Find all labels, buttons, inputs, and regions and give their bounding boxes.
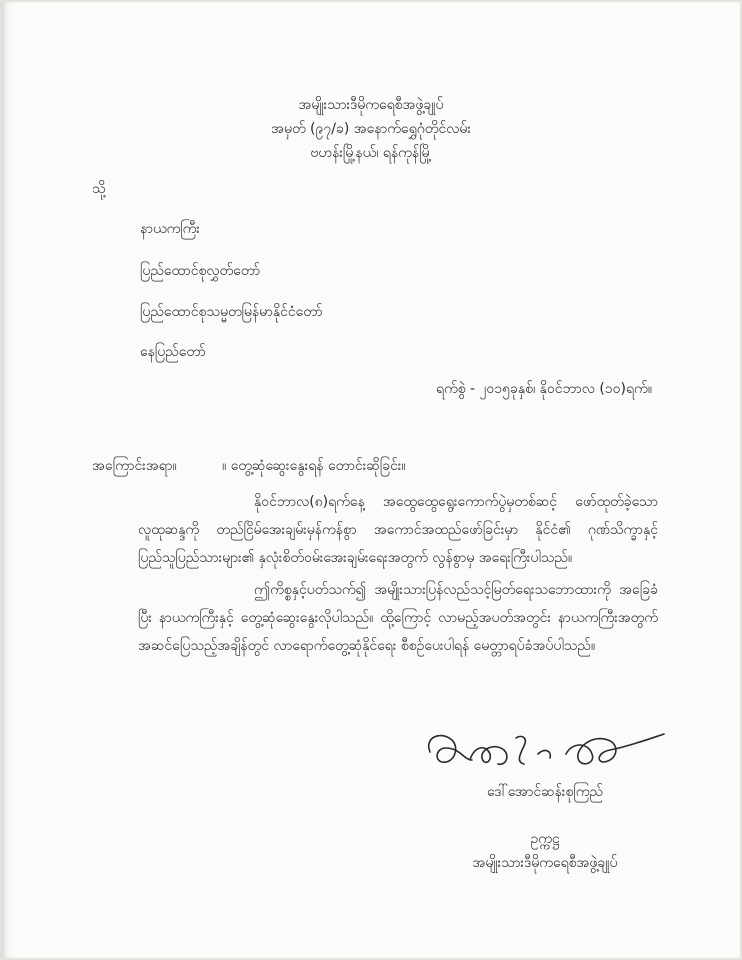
subject-label: အကြောင်းအရာ။ — [92, 458, 177, 474]
letterhead-organization: အမျိုးသားဒီမိုကရေစီအဖွဲ့ချုပ် — [298, 97, 444, 113]
addressee-line: နာယကကြီး — [140, 221, 200, 237]
letter-date: ရက်စွဲ - ၂၀၁၅ခုနှစ်၊ နိုဝင်ဘာလ (၁၀)ရက်။ — [435, 381, 652, 397]
signatory-name: ဒေါ်အောင်ဆန်းစုကြည် — [487, 784, 603, 800]
addressee-line: ပြည်ထောင်စုလွှတ်တော် — [140, 263, 261, 279]
body-paragraph: ဤကိစ္စနှင့်ပတ်သက်၍ အမျိုးသားပြန်လည်သင့်မြတ်ရေးသဘောထားကို အခြေခံပြီး နာယကကြီးနှင့် တွေ့ဆုံဆွေးနွေးလိုပါသည်။ ထို့ကြောင့် လာမည့်အပတ်အတွင်း နာယကကြီးအတွက် အဆင်ပြေသည့်အချိန်တွင် လာရောက်တွေ့ဆုံနိုင်ရေး စီစဉ်ပေးပါရန် မေတ္တာရပ်ခံအပ်ပါသည်။ — [138, 582, 658, 654]
body-paragraph: နိုဝင်ဘာလ(၈)ရက်နေ့ အထွေထွေရွေးကောက်ပွဲမှတစ်ဆင့် ဖော်ထုတ်ခဲ့သော လူထုဆန္ဒကို တည်ငြိမ်အေးချမ်းမှန်ကန်စွာ အကောင်အထည်ဖော်ခြင်းမှာ နိုင်ငံ၏ ဂုဏ်သိက္ခာနှင့် ပြည်သူပြည်သားများ၏ နှလုံးစိတ်ဝမ်းအေးချမ်းရေးအတွက် လွန်စွာမှ အရေးကြီးပါသည်။ — [138, 494, 658, 566]
addressee-line: ပြည်ထောင်စုသမ္မတမြန်မာနိုင်ငံတော် — [140, 304, 323, 320]
letterhead-address: အမှတ် (၉၇/ခ) အနောက်ရွှေဂုံတိုင်လမ်း — [271, 121, 471, 137]
letterhead-township: ဗဟန်းမြို့နယ်၊ ရန်ကုန်မြို့ — [310, 145, 432, 161]
handwritten-signature — [420, 724, 670, 784]
signatory-title: ဥက္ကဋ္ဌ — [530, 831, 560, 847]
signatory-organization: အမျိုးသားဒီမိုကရေစီအဖွဲ့ချုပ် — [472, 855, 618, 871]
to-label: သို့ — [92, 181, 106, 197]
subject-text: ။ တွေ့ဆုံဆွေးနွေးရန် တောင်းဆိုခြင်း။ — [222, 458, 406, 474]
addressee-line: နေပြည်တော် — [140, 344, 206, 360]
